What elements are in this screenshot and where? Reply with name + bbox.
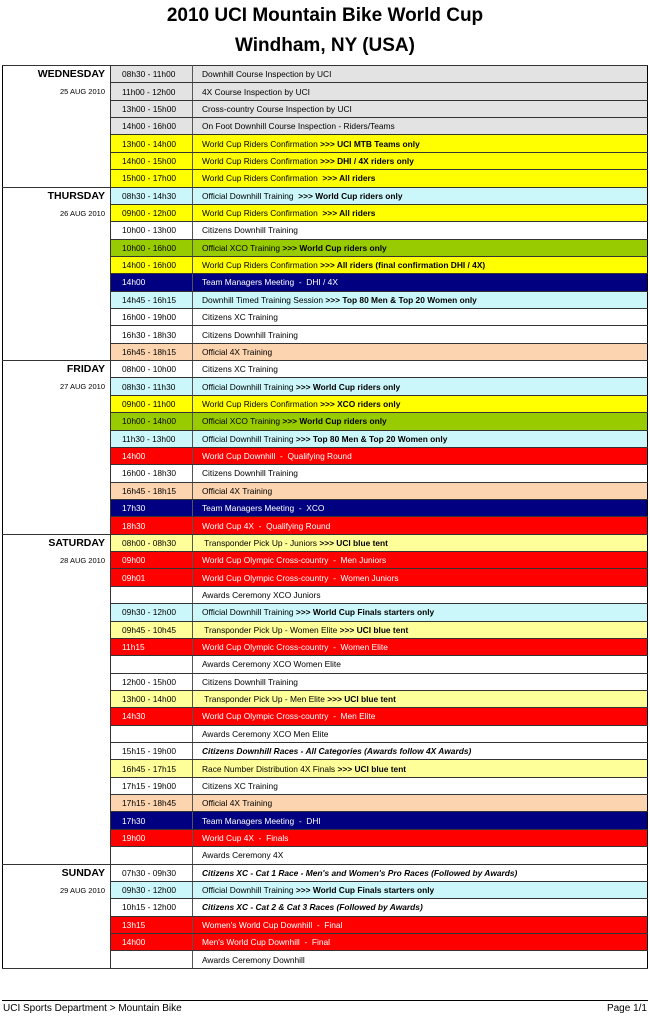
event-text: Official 4X Training [202, 798, 273, 809]
event-description [193, 239, 648, 256]
event-text: World Cup Riders Confirmation [202, 260, 321, 271]
footer-page-number: Page 1/1 [606, 1003, 647, 1014]
event-description [193, 187, 648, 204]
event-time [111, 847, 193, 864]
event-time: 10h00 - 16h00 [111, 239, 193, 256]
event-text: Downhill Course Inspection by UCI [202, 69, 332, 80]
event-emphasis: >>> World Cup riders only [282, 242, 387, 253]
event-text: Official XCO Training [202, 416, 283, 427]
event-description [193, 343, 648, 360]
day-cell [3, 66, 111, 188]
event-emphasis: >>> World Cup Finals starters only [295, 885, 435, 896]
event-time: 10h00 - 14h00 [111, 413, 193, 430]
event-text: Downhill Timed Training Session [202, 294, 326, 305]
event-time: 15h00 - 17h00 [111, 170, 193, 187]
day-cell [3, 361, 111, 535]
event-emphasis: >>> Top 80 Men & Top 20 Women only [295, 433, 448, 444]
event-time: 14h30 [111, 708, 193, 725]
event-text: World Cup Riders Confirmation [202, 399, 321, 409]
event-description [193, 586, 648, 603]
schedule-row [3, 187, 648, 204]
event-description [193, 83, 648, 100]
event-text: Citizens XC Training [202, 364, 278, 375]
event-time: 08h30 - 11h30 [111, 378, 193, 395]
event-description [193, 621, 648, 638]
event-time: 11h00 - 12h00 [111, 83, 193, 100]
event-text: Citizens XC Training [202, 312, 278, 323]
event-text: Awards Ceremony Downhill [202, 954, 305, 965]
event-time: 16h30 - 18h30 [111, 326, 193, 343]
event-description [193, 256, 648, 273]
event-description [193, 100, 648, 117]
page-subtitle: Windham, NY (USA) [235, 35, 415, 56]
event-description [193, 465, 648, 482]
event-text: Transponder Pick Up - Men Elite [202, 694, 328, 705]
event-time: 07h30 - 09h30 [111, 864, 193, 881]
event-text: Team Managers Meeting - DHI [202, 815, 321, 826]
schedule-row [3, 66, 648, 83]
event-text: Team Managers Meeting - XCO [202, 503, 325, 514]
event-description [193, 274, 648, 291]
event-text: Cross-country Course Inspection by UCI [202, 103, 352, 114]
event-description [193, 638, 648, 655]
event-description [193, 829, 648, 846]
day-date: 29 AUG 2010 [59, 885, 105, 895]
event-description [193, 916, 648, 933]
event-time: 13h00 - 15h00 [111, 100, 193, 117]
day-name: FRIDAY [66, 363, 105, 376]
event-description [193, 222, 648, 239]
event-description [193, 309, 648, 326]
event-time: 18h30 [111, 517, 193, 534]
event-time [111, 586, 193, 603]
day-name: THURSDAY [47, 189, 105, 202]
event-text: Awards Ceremony XCO Women Elite [202, 659, 341, 670]
event-time: 09h00 - 12h00 [111, 204, 193, 221]
event-description [193, 725, 648, 742]
event-emphasis: >>> DHI / 4X riders only [320, 155, 414, 166]
event-text: World Cup Olympic Cross-country - Women Elite [202, 642, 388, 653]
event-text: World Cup Olympic Cross-country - Men Juniors [202, 555, 387, 566]
event-text: Citizens Downhill Training [202, 329, 298, 340]
event-description [193, 933, 648, 950]
event-time: 14h00 - 16h00 [111, 118, 193, 135]
event-emphasis: >>> All riders (final confirmation DHI / 4X) [320, 260, 486, 271]
event-text: World Cup Olympic Cross-country - Men Elite [202, 711, 376, 722]
event-text: 4X Course Inspection by UCI [202, 86, 310, 97]
day-date: 26 AUG 2010 [59, 208, 105, 218]
day-cell [3, 187, 111, 361]
event-time: 08h30 - 11h00 [111, 66, 193, 83]
event-time: 08h30 - 14h30 [111, 187, 193, 204]
event-description [193, 777, 648, 794]
event-description [193, 760, 648, 777]
event-text: Official Downhill Training [202, 381, 296, 392]
event-time: 09h00 [111, 552, 193, 569]
event-description [193, 430, 648, 447]
event-time: 12h00 - 15h00 [111, 673, 193, 690]
day-date: 28 AUG 2010 [59, 555, 105, 565]
day-cell [3, 534, 111, 864]
event-description [193, 795, 648, 812]
day-name: SUNDAY [61, 866, 105, 879]
event-description [193, 413, 648, 430]
event-description [193, 534, 648, 551]
event-description [193, 673, 648, 690]
event-text: World Cup Downhill - Qualifying Round [202, 451, 352, 462]
event-emphasis: >>> World Cup riders only [295, 381, 401, 392]
event-time: 14h00 [111, 933, 193, 950]
event-description [193, 881, 648, 898]
event-emphasis: >>> UCI blue tent [327, 694, 396, 705]
event-description [193, 395, 648, 412]
event-description [193, 951, 648, 968]
event-time [111, 725, 193, 742]
event-description [193, 170, 648, 187]
event-time: 09h01 [111, 569, 193, 586]
event-time: 13h00 - 14h00 [111, 135, 193, 152]
event-text: Transponder Pick Up - Juniors [202, 537, 320, 548]
event-description [193, 135, 648, 152]
day-date: 25 AUG 2010 [59, 87, 105, 96]
event-text: Official Downhill Training [202, 607, 296, 618]
event-time: 13h00 - 14h00 [111, 690, 193, 707]
event-italic-text: Citizens XC - Cat 2 & Cat 3 Races (Followed by Awards) [202, 902, 423, 913]
event-emphasis: >>> UCI blue tent [319, 537, 388, 548]
day-name: WEDNESDAY [37, 68, 105, 80]
event-text: Transponder Pick Up - Women Elite [202, 624, 340, 635]
event-text: Citizens Downhill Training [202, 468, 298, 479]
event-time: 09h45 - 10h45 [111, 621, 193, 638]
event-text: Awards Ceremony XCO Juniors [202, 589, 321, 600]
event-text: Citizens Downhill Training [202, 676, 298, 687]
event-time: 17h15 - 19h00 [111, 777, 193, 794]
event-description [193, 378, 648, 395]
day-date: 27 AUG 2010 [59, 382, 105, 392]
event-emphasis: >>> World Cup riders only [298, 190, 403, 201]
event-time: 16h00 - 18h30 [111, 465, 193, 482]
event-description [193, 482, 648, 499]
event-description [193, 291, 648, 308]
event-description [193, 361, 648, 378]
event-text: Official Downhill Training [202, 885, 296, 896]
event-time: 14h45 - 16h15 [111, 291, 193, 308]
event-italic-text: Citizens Downhill Races - All Categories (Awards follow 4X Awards) [202, 746, 472, 757]
page-title: 2010 UCI Mountain Bike World Cup [166, 5, 484, 26]
event-description [193, 899, 648, 916]
event-time: 08h00 - 08h30 [111, 534, 193, 551]
event-description [193, 847, 648, 864]
event-description [193, 152, 648, 169]
event-description [193, 812, 648, 829]
event-text: World Cup 4X - Finals [202, 832, 289, 843]
event-description [193, 864, 648, 881]
event-description [193, 708, 648, 725]
event-emphasis: >>> UCI blue tent [337, 763, 407, 774]
footer-divider [2, 1000, 648, 1001]
event-emphasis: >>> World Cup Finals starters only [295, 607, 435, 618]
event-time: 16h00 - 19h00 [111, 309, 193, 326]
event-time: 14h00 - 16h00 [111, 256, 193, 273]
event-text: Official 4X Training [202, 346, 273, 357]
schedule-table [2, 65, 648, 969]
schedule-row [3, 534, 648, 551]
event-emphasis: >>> World Cup riders only [282, 416, 387, 427]
day-name: SATURDAY [48, 536, 105, 549]
event-text: World Cup 4X - Qualifying Round [202, 520, 331, 531]
event-description [193, 569, 648, 586]
event-time: 11h30 - 13h00 [111, 430, 193, 447]
event-text: Women's World Cup Downhill - Final [202, 919, 343, 930]
event-time: 10h15 - 12h00 [111, 899, 193, 916]
event-text: Official XCO Training [202, 242, 283, 253]
event-time: 08h00 - 10h00 [111, 361, 193, 378]
event-text: Team Managers Meeting - DHI / 4X [202, 277, 338, 288]
event-description [193, 204, 648, 221]
event-time: 14h00 [111, 274, 193, 291]
event-time: 16h45 - 17h15 [111, 760, 193, 777]
event-time: 09h30 - 12h00 [111, 881, 193, 898]
event-text: World Cup Riders Confirmation [202, 155, 321, 166]
event-text: World Cup Riders Confirmation [202, 138, 321, 149]
event-time: 13h15 [111, 916, 193, 933]
event-text: Race Number Distribution 4X Finals [202, 763, 338, 774]
event-text: Citizens XC Training [202, 780, 278, 791]
event-time: 19h00 [111, 829, 193, 846]
event-time [111, 951, 193, 968]
event-emphasis: >>> All riders [322, 173, 376, 184]
event-time: 10h00 - 13h00 [111, 222, 193, 239]
event-description [193, 552, 648, 569]
event-text: On Foot Downhill Course Inspection - Riders/Teams [202, 121, 395, 132]
event-text: Awards Ceremony 4X [202, 850, 284, 861]
event-emphasis: >>> XCO riders only [320, 399, 401, 409]
event-emphasis: >>> All riders [322, 208, 376, 219]
event-italic-text: Citizens XC - Cat 1 Race - Men's and Women's Pro Races (Followed by Awards) [202, 867, 518, 878]
event-text: Official Downhill Training [202, 433, 296, 444]
event-emphasis: >>> Top 80 Men & Top 20 Women only [325, 294, 477, 305]
event-description [193, 326, 648, 343]
event-time: 17h30 [111, 812, 193, 829]
event-description [193, 604, 648, 621]
schedule-row [3, 864, 648, 881]
event-text: Official 4X Training [202, 485, 273, 496]
schedule-row [3, 361, 648, 378]
event-time: 17h30 [111, 499, 193, 516]
event-text: World Cup Riders Confirmation [202, 208, 323, 219]
event-time: 17h15 - 18h45 [111, 795, 193, 812]
event-emphasis: >>> UCI MTB Teams only [320, 138, 420, 149]
event-description [193, 656, 648, 673]
event-description [193, 517, 648, 534]
event-description [193, 499, 648, 516]
event-description [193, 118, 648, 135]
event-text: Awards Ceremony XCO Men Elite [202, 728, 329, 739]
event-time: 16h45 - 18h15 [111, 482, 193, 499]
event-time: 11h15 [111, 638, 193, 655]
event-time: 14h00 - 15h00 [111, 152, 193, 169]
event-time: 09h00 - 11h00 [111, 395, 193, 412]
event-text: World Cup Olympic Cross-country - Women Juniors [202, 572, 399, 583]
footer-department: UCI Sports Department > Mountain Bike [3, 1003, 182, 1014]
event-text: World Cup Riders Confirmation [202, 173, 323, 184]
event-description [193, 690, 648, 707]
event-description [193, 447, 648, 464]
event-emphasis: >>> UCI blue tent [339, 624, 409, 635]
event-time: 15h15 - 19h00 [111, 743, 193, 760]
event-description [193, 66, 648, 83]
event-text: Official Downhill Training [202, 190, 299, 201]
event-time: 16h45 - 18h15 [111, 343, 193, 360]
event-time: 09h30 - 12h00 [111, 604, 193, 621]
day-cell [3, 864, 111, 968]
event-description [193, 743, 648, 760]
event-text: Citizens Downhill Training [202, 225, 298, 236]
event-text: Men's World Cup Downhill - Final [202, 937, 331, 948]
event-time [111, 656, 193, 673]
event-time: 14h00 [111, 447, 193, 464]
